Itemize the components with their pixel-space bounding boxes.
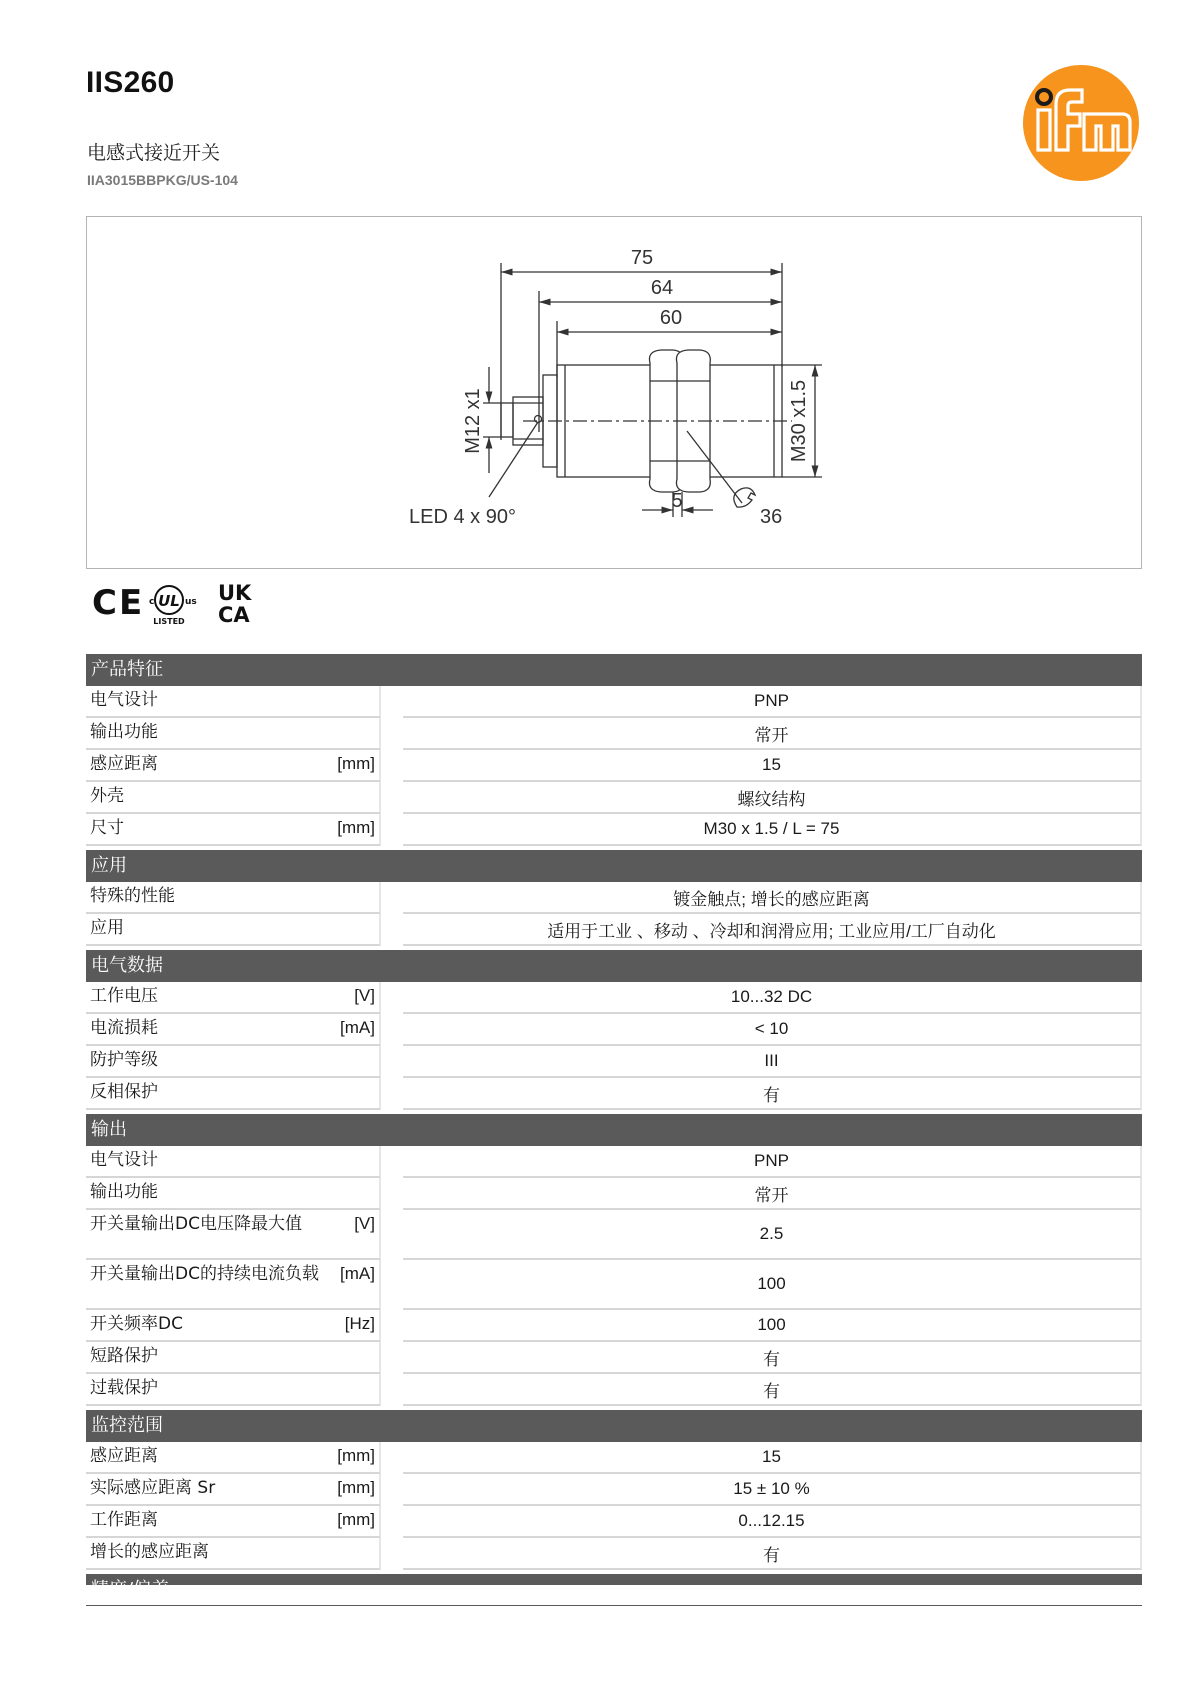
spec-unit: [mm] [337,1446,375,1465]
spec-row [86,882,1142,914]
spec-label-cell [86,1046,381,1078]
spec-label-cell [86,914,381,946]
spec-label: 特殊的性能 [90,886,175,906]
spec-value: 2.5 [403,1210,1142,1260]
spec-label: 增长的感应距离 [90,1542,209,1562]
dim-m12: M12 x1 [462,388,484,454]
section-header: 监控范围 [86,1410,1142,1442]
spec-label-cell [86,1474,381,1506]
spec-value: 有 [403,1538,1142,1570]
spec-unit: [V] [354,1214,375,1233]
spec-label-cell [86,1342,381,1374]
spec-label-cell [86,750,381,782]
spec-row [86,1442,1142,1474]
spec-row [86,750,1142,782]
spec-row [86,1538,1142,1570]
spec-gap [381,1146,403,1178]
spec-gap [381,718,403,750]
spec-label: 电气设计 [90,1150,158,1170]
spec-label-cell [86,1178,381,1210]
spec-label-cell [86,1014,381,1046]
spec-gap [381,1538,403,1570]
spec-row [86,1474,1142,1506]
spec-row [86,1342,1142,1374]
spec-gap [381,686,403,718]
spec-value: III [403,1046,1142,1078]
spec-label: 尺寸 [90,818,124,838]
spec-value: 有 [403,1078,1142,1110]
spec-label-cell [86,1506,381,1538]
spec-gap [381,1046,403,1078]
spec-label: 开关量输出DC电压降最大值 [90,1214,302,1234]
spec-value: 0...12.15 [403,1506,1142,1538]
svg-text:UK: UK [218,581,252,605]
spec-label-cell [86,882,381,914]
product-subtitle: 电感式接近开关 [87,142,221,164]
spec-gap [381,814,403,846]
spec-unit: [mm] [337,1510,375,1529]
spec-label-cell [86,686,381,718]
spec-value: 适用于工业 、移动 、冷却和润滑应用; 工业应用/工厂自动化 [403,914,1142,946]
spec-row [86,1178,1142,1210]
spec-value: 15 ± 10 % [403,1474,1142,1506]
spec-label: 输出功能 [90,1182,158,1202]
dim-5: 5 [671,490,683,512]
spec-unit: [mA] [340,1264,375,1283]
spec-gap [381,914,403,946]
spec-gap [381,750,403,782]
spec-gap [381,882,403,914]
spec-label: 工作距离 [90,1510,158,1530]
spec-label-cell [86,1538,381,1570]
spec-label-cell [86,1078,381,1110]
dim-36: 36 [760,506,783,528]
led-label: LED 4 x 90° [409,506,516,528]
spec-value: 镀金触点; 增长的感应距离 [403,882,1142,914]
spec-unit: [mA] [340,1018,375,1037]
svg-text:LISTED: LISTED [153,617,185,626]
spec-gap [381,782,403,814]
spec-label-cell [86,814,381,846]
spec-row [86,1260,1142,1310]
spec-unit: [mm] [337,1478,375,1497]
spec-label: 实际感应距离 Sr [90,1478,216,1498]
spec-row [86,1078,1142,1110]
spec-value: 有 [403,1342,1142,1374]
spec-label-cell [86,982,381,1014]
spec-label-cell [86,1260,381,1310]
spec-row [86,982,1142,1014]
spec-label: 感应距离 [90,754,158,774]
svg-text:UL: UL [158,592,180,610]
spec-gap [381,1442,403,1474]
spec-row [86,1210,1142,1260]
spec-row [86,1310,1142,1342]
spec-value: 100 [403,1310,1142,1342]
svg-text:c: c [149,597,155,607]
spec-label-cell [86,1210,381,1260]
page-cut [86,1585,1142,1605]
spec-gap [381,1078,403,1110]
spec-value: PNP [403,1146,1142,1178]
spec-row [86,814,1142,846]
spec-label: 电流损耗 [90,1018,158,1038]
spec-value: 100 [403,1260,1142,1310]
section-header: 应用 [86,850,1142,882]
spec-row [86,718,1142,750]
spec-label: 过载保护 [90,1378,158,1398]
section-header: 电气数据 [86,950,1142,982]
spec-row [86,914,1142,946]
spec-label: 感应距离 [90,1446,158,1466]
spec-unit: [mm] [337,818,375,837]
svg-text:CE: CE [92,583,145,623]
spec-value: 常开 [403,718,1142,750]
section-header: 产品特征 [86,654,1142,686]
spec-row [86,1046,1142,1078]
svg-text:us: us [185,597,197,607]
spec-label-cell [86,1442,381,1474]
spec-value: 15 [403,750,1142,782]
spec-gap [381,1260,403,1310]
spec-label-cell [86,1310,381,1342]
spec-unit: [Hz] [344,1314,375,1333]
ul-listed-mark [149,586,197,626]
spec-label: 反相保护 [90,1082,158,1102]
spec-gap [381,1210,403,1260]
spec-gap [381,1374,403,1406]
ukca-mark [218,581,252,627]
spec-table [86,654,1142,1606]
spec-gap [381,1014,403,1046]
dim-m30: M30 x1.5 [788,379,810,463]
spec-label: 输出功能 [90,722,158,742]
spec-label-cell [86,1374,381,1406]
spec-label-cell [86,782,381,814]
spec-value: 有 [403,1374,1142,1406]
spec-label-cell [86,718,381,750]
spec-label: 工作电压 [90,986,158,1006]
spec-row [86,1374,1142,1406]
spec-gap [381,1178,403,1210]
spec-label: 电气设计 [90,690,158,710]
spec-unit: [mm] [337,754,375,773]
spec-label: 短路保护 [90,1346,158,1366]
spec-row [86,1146,1142,1178]
spec-gap [381,1474,403,1506]
svg-text:CA: CA [218,603,250,627]
spec-value: PNP [403,686,1142,718]
spec-unit: [V] [354,986,375,1005]
spec-value: < 10 [403,1014,1142,1046]
spec-value: 螺纹结构 [403,782,1142,814]
spec-row [86,1014,1142,1046]
dim-64: 64 [650,277,674,299]
spec-value: 10...32 DC [403,982,1142,1014]
dimension-drawing [86,216,1142,569]
spec-value: 15 [403,1442,1142,1474]
spec-label: 开关频率DC [90,1314,183,1334]
spec-row [86,782,1142,814]
spec-label: 外壳 [90,786,124,806]
spec-gap [381,1342,403,1374]
spec-gap [381,1310,403,1342]
ifm-logo [1022,64,1140,182]
product-title: IIS260 [86,66,175,99]
ce-mark [92,583,144,623]
spec-value: 常开 [403,1178,1142,1210]
spec-row [86,686,1142,718]
spec-gap [381,1506,403,1538]
spec-row [86,1506,1142,1538]
dim-60: 60 [659,307,683,329]
spec-value: M30 x 1.5 / L = 75 [403,814,1142,846]
spec-label: 应用 [90,918,124,938]
spec-label-cell [86,1146,381,1178]
article-code: IIA3015BBPKG/US-104 [87,172,238,188]
dim-75: 75 [630,247,654,269]
certification-marks [92,578,272,628]
spec-label: 开关量输出DC的持续电流负载 [90,1264,319,1284]
section-header: 输出 [86,1114,1142,1146]
spec-label: 防护等级 [90,1050,158,1070]
spec-gap [381,982,403,1014]
